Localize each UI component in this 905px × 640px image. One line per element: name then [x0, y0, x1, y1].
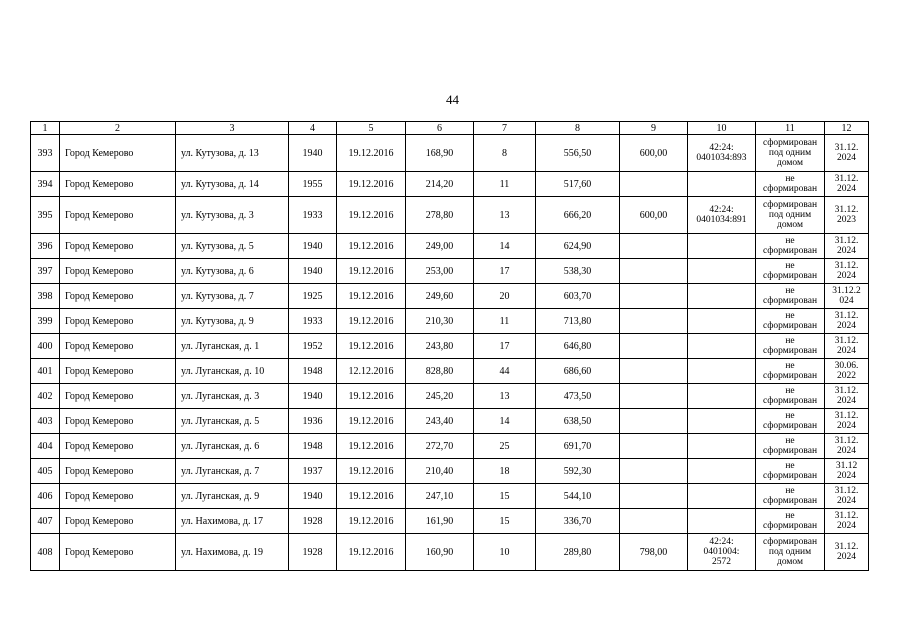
cadastral-number-cell [688, 459, 756, 484]
recognition-date-cell: 19.12.2016 [337, 135, 406, 172]
land-status-cell: не сформирован [756, 334, 825, 359]
address-cell: ул. Луганская, д. 9 [176, 484, 289, 509]
year-built-cell: 1955 [289, 172, 337, 197]
recognition-date-cell: 19.12.2016 [337, 309, 406, 334]
area-cell: 243,80 [406, 334, 474, 359]
year-built-cell: 1928 [289, 534, 337, 571]
deadline-cell: 31.12. 2024 [825, 484, 869, 509]
year-built-cell: 1940 [289, 384, 337, 409]
table-header [31, 122, 869, 135]
cadastral-number-cell [688, 434, 756, 459]
cadastral-number-cell: 42:24: 0401034:893 [688, 135, 756, 172]
deadline-cell: 31.12. 2024 [825, 172, 869, 197]
cadastral-number-cell [688, 234, 756, 259]
address-cell: ул. Луганская, д. 1 [176, 334, 289, 359]
cadastral-number-cell [688, 484, 756, 509]
row-number: 405 [31, 459, 60, 484]
city-cell: Город Кемерово [60, 434, 176, 459]
address-cell: ул. Кутузова, д. 7 [176, 284, 289, 309]
city-cell: Город Кемерово [60, 509, 176, 534]
land-area-cell: 600,00 [620, 135, 688, 172]
area-cell: 160,90 [406, 534, 474, 571]
row-number: 397 [31, 259, 60, 284]
cadastral-number-cell: 42:24: 0401004: 2572 [688, 534, 756, 571]
area-cell: 253,00 [406, 259, 474, 284]
row-number: 406 [31, 484, 60, 509]
land-status-cell: не сформирован [756, 234, 825, 259]
city-cell: Город Кемерово [60, 459, 176, 484]
land-area-cell [620, 484, 688, 509]
total-area-cell: 713,80 [536, 309, 620, 334]
area-cell: 247,10 [406, 484, 474, 509]
deadline-cell: 30.06. 2022 [825, 359, 869, 384]
table-row [31, 259, 869, 284]
total-area-cell: 592,30 [536, 459, 620, 484]
cadastral-number-cell [688, 359, 756, 384]
table-row [31, 309, 869, 334]
residents-cell: 44 [474, 359, 536, 384]
city-cell: Город Кемерово [60, 135, 176, 172]
total-area-cell: 646,80 [536, 334, 620, 359]
column-header: 7 [474, 122, 536, 135]
row-number: 393 [31, 135, 60, 172]
residents-cell: 13 [474, 384, 536, 409]
year-built-cell: 1928 [289, 509, 337, 534]
address-cell: ул. Луганская, д. 10 [176, 359, 289, 384]
land-area-cell [620, 509, 688, 534]
land-area-cell: 600,00 [620, 197, 688, 234]
land-status-cell: сформирован под одним домом [756, 197, 825, 234]
cadastral-number-cell [688, 384, 756, 409]
cadastral-number-cell [688, 334, 756, 359]
cadastral-number-cell [688, 409, 756, 434]
deadline-cell: 31.12. 2024 [825, 434, 869, 459]
city-cell: Город Кемерово [60, 197, 176, 234]
area-cell: 278,80 [406, 197, 474, 234]
column-header: 6 [406, 122, 474, 135]
city-cell: Город Кемерово [60, 334, 176, 359]
table-row [31, 135, 869, 172]
column-header: 10 [688, 122, 756, 135]
address-cell: ул. Луганская, д. 5 [176, 409, 289, 434]
row-number: 398 [31, 284, 60, 309]
row-number: 399 [31, 309, 60, 334]
deadline-cell: 31.12. 2024 [825, 259, 869, 284]
table-row [31, 459, 869, 484]
row-number: 395 [31, 197, 60, 234]
address-cell: ул. Нахимова, д. 17 [176, 509, 289, 534]
land-area-cell [620, 284, 688, 309]
area-cell: 168,90 [406, 135, 474, 172]
table-row [31, 509, 869, 534]
land-status-cell: не сформирован [756, 484, 825, 509]
city-cell: Город Кемерово [60, 484, 176, 509]
deadline-cell: 31.12. 2024 [825, 409, 869, 434]
residents-cell: 17 [474, 259, 536, 284]
recognition-date-cell: 19.12.2016 [337, 172, 406, 197]
year-built-cell: 1933 [289, 309, 337, 334]
year-built-cell: 1937 [289, 459, 337, 484]
total-area-cell: 691,70 [536, 434, 620, 459]
recognition-date-cell: 19.12.2016 [337, 459, 406, 484]
total-area-cell: 336,70 [536, 509, 620, 534]
address-cell: ул. Кутузова, д. 6 [176, 259, 289, 284]
address-cell: ул. Луганская, д. 6 [176, 434, 289, 459]
total-area-cell: 666,20 [536, 197, 620, 234]
land-area-cell [620, 409, 688, 434]
column-header: 3 [176, 122, 289, 135]
land-status-cell: сформирован под одним домом [756, 534, 825, 571]
recognition-date-cell: 19.12.2016 [337, 434, 406, 459]
land-status-cell: сформирован под одним домом [756, 135, 825, 172]
deadline-cell: 31.12.2 024 [825, 284, 869, 309]
residents-cell: 18 [474, 459, 536, 484]
residents-cell: 8 [474, 135, 536, 172]
row-number: 408 [31, 534, 60, 571]
area-cell: 245,20 [406, 384, 474, 409]
recognition-date-cell: 12.12.2016 [337, 359, 406, 384]
land-status-cell: не сформирован [756, 384, 825, 409]
address-cell: ул. Нахимова, д. 19 [176, 534, 289, 571]
page-number: 44 [446, 92, 459, 107]
area-cell: 249,00 [406, 234, 474, 259]
city-cell: Город Кемерово [60, 284, 176, 309]
year-built-cell: 1933 [289, 197, 337, 234]
table-row [31, 434, 869, 459]
recognition-date-cell: 19.12.2016 [337, 509, 406, 534]
land-area-cell [620, 384, 688, 409]
city-cell: Город Кемерово [60, 409, 176, 434]
table-row [31, 534, 869, 571]
housing-registry-table [30, 121, 869, 571]
city-cell: Город Кемерово [60, 534, 176, 571]
recognition-date-cell: 19.12.2016 [337, 284, 406, 309]
total-area-cell: 517,60 [536, 172, 620, 197]
area-cell: 210,30 [406, 309, 474, 334]
deadline-cell: 31.12. 2024 [825, 135, 869, 172]
total-area-cell: 624,90 [536, 234, 620, 259]
recognition-date-cell: 19.12.2016 [337, 334, 406, 359]
address-cell: ул. Кутузова, д. 3 [176, 197, 289, 234]
deadline-cell: 31.12. 2023 [825, 197, 869, 234]
address-cell: ул. Луганская, д. 3 [176, 384, 289, 409]
deadline-cell: 31.12. 2024 [825, 334, 869, 359]
column-header: 2 [60, 122, 176, 135]
year-built-cell: 1936 [289, 409, 337, 434]
land-status-cell: не сформирован [756, 509, 825, 534]
land-area-cell [620, 434, 688, 459]
total-area-cell: 289,80 [536, 534, 620, 571]
recognition-date-cell: 19.12.2016 [337, 259, 406, 284]
table-row [31, 484, 869, 509]
row-number: 401 [31, 359, 60, 384]
area-cell: 249,60 [406, 284, 474, 309]
column-header: 8 [536, 122, 620, 135]
year-built-cell: 1925 [289, 284, 337, 309]
cadastral-number-cell: 42:24: 0401034:891 [688, 197, 756, 234]
residents-cell: 17 [474, 334, 536, 359]
table-row [31, 284, 869, 309]
row-number: 403 [31, 409, 60, 434]
land-area-cell [620, 359, 688, 384]
cadastral-number-cell [688, 284, 756, 309]
land-status-cell: не сформирован [756, 172, 825, 197]
city-cell: Город Кемерово [60, 309, 176, 334]
deadline-cell: 31.12. 2024 [825, 509, 869, 534]
area-cell: 243,40 [406, 409, 474, 434]
area-cell: 828,80 [406, 359, 474, 384]
table-row [31, 384, 869, 409]
area-cell: 210,40 [406, 459, 474, 484]
deadline-cell: 31.12 2024 [825, 459, 869, 484]
column-header: 12 [825, 122, 869, 135]
column-header: 1 [31, 122, 60, 135]
cadastral-number-cell [688, 309, 756, 334]
year-built-cell: 1948 [289, 359, 337, 384]
land-status-cell: не сформирован [756, 459, 825, 484]
recognition-date-cell: 19.12.2016 [337, 409, 406, 434]
city-cell: Город Кемерово [60, 234, 176, 259]
residents-cell: 14 [474, 409, 536, 434]
land-status-cell: не сформирован [756, 284, 825, 309]
total-area-cell: 638,50 [536, 409, 620, 434]
year-built-cell: 1940 [289, 234, 337, 259]
year-built-cell: 1940 [289, 484, 337, 509]
column-header: 11 [756, 122, 825, 135]
cadastral-number-cell [688, 259, 756, 284]
land-area-cell: 798,00 [620, 534, 688, 571]
city-cell: Город Кемерово [60, 172, 176, 197]
land-status-cell: не сформирован [756, 359, 825, 384]
row-number: 394 [31, 172, 60, 197]
table-body [31, 135, 869, 571]
year-built-cell: 1940 [289, 135, 337, 172]
area-cell: 161,90 [406, 509, 474, 534]
table-row [31, 359, 869, 384]
table-row [31, 409, 869, 434]
city-cell: Город Кемерово [60, 359, 176, 384]
address-cell: ул. Кутузова, д. 5 [176, 234, 289, 259]
land-area-cell [620, 172, 688, 197]
residents-cell: 25 [474, 434, 536, 459]
land-status-cell: не сформирован [756, 409, 825, 434]
total-area-cell: 544,10 [536, 484, 620, 509]
year-built-cell: 1948 [289, 434, 337, 459]
residents-cell: 11 [474, 309, 536, 334]
table-row [31, 197, 869, 234]
recognition-date-cell: 19.12.2016 [337, 234, 406, 259]
residents-cell: 10 [474, 534, 536, 571]
residents-cell: 15 [474, 484, 536, 509]
land-area-cell [620, 309, 688, 334]
cadastral-number-cell [688, 509, 756, 534]
recognition-date-cell: 19.12.2016 [337, 197, 406, 234]
land-area-cell [620, 234, 688, 259]
deadline-cell: 31.12. 2024 [825, 309, 869, 334]
land-area-cell [620, 259, 688, 284]
column-header: 5 [337, 122, 406, 135]
deadline-cell: 31.12. 2024 [825, 534, 869, 571]
table-row [31, 334, 869, 359]
column-header: 4 [289, 122, 337, 135]
address-cell: ул. Луганская, д. 7 [176, 459, 289, 484]
row-number: 400 [31, 334, 60, 359]
city-cell: Город Кемерово [60, 259, 176, 284]
total-area-cell: 473,50 [536, 384, 620, 409]
residents-cell: 14 [474, 234, 536, 259]
deadline-cell: 31.12. 2024 [825, 384, 869, 409]
recognition-date-cell: 19.12.2016 [337, 484, 406, 509]
column-header: 9 [620, 122, 688, 135]
cadastral-number-cell [688, 172, 756, 197]
residents-cell: 15 [474, 509, 536, 534]
row-number: 402 [31, 384, 60, 409]
address-cell: ул. Кутузова, д. 14 [176, 172, 289, 197]
total-area-cell: 603,70 [536, 284, 620, 309]
land-status-cell: не сформирован [756, 309, 825, 334]
land-status-cell: не сформирован [756, 259, 825, 284]
residents-cell: 11 [474, 172, 536, 197]
row-number: 404 [31, 434, 60, 459]
total-area-cell: 686,60 [536, 359, 620, 384]
row-number: 407 [31, 509, 60, 534]
residents-cell: 13 [474, 197, 536, 234]
table-row [31, 234, 869, 259]
land-area-cell [620, 334, 688, 359]
year-built-cell: 1940 [289, 259, 337, 284]
recognition-date-cell: 19.12.2016 [337, 384, 406, 409]
total-area-cell: 538,30 [536, 259, 620, 284]
land-area-cell [620, 459, 688, 484]
table-row [31, 172, 869, 197]
address-cell: ул. Кутузова, д. 9 [176, 309, 289, 334]
area-cell: 272,70 [406, 434, 474, 459]
area-cell: 214,20 [406, 172, 474, 197]
recognition-date-cell: 19.12.2016 [337, 534, 406, 571]
total-area-cell: 556,50 [536, 135, 620, 172]
row-number: 396 [31, 234, 60, 259]
year-built-cell: 1952 [289, 334, 337, 359]
deadline-cell: 31.12. 2024 [825, 234, 869, 259]
city-cell: Город Кемерово [60, 384, 176, 409]
address-cell: ул. Кутузова, д. 13 [176, 135, 289, 172]
residents-cell: 20 [474, 284, 536, 309]
land-status-cell: не сформирован [756, 434, 825, 459]
